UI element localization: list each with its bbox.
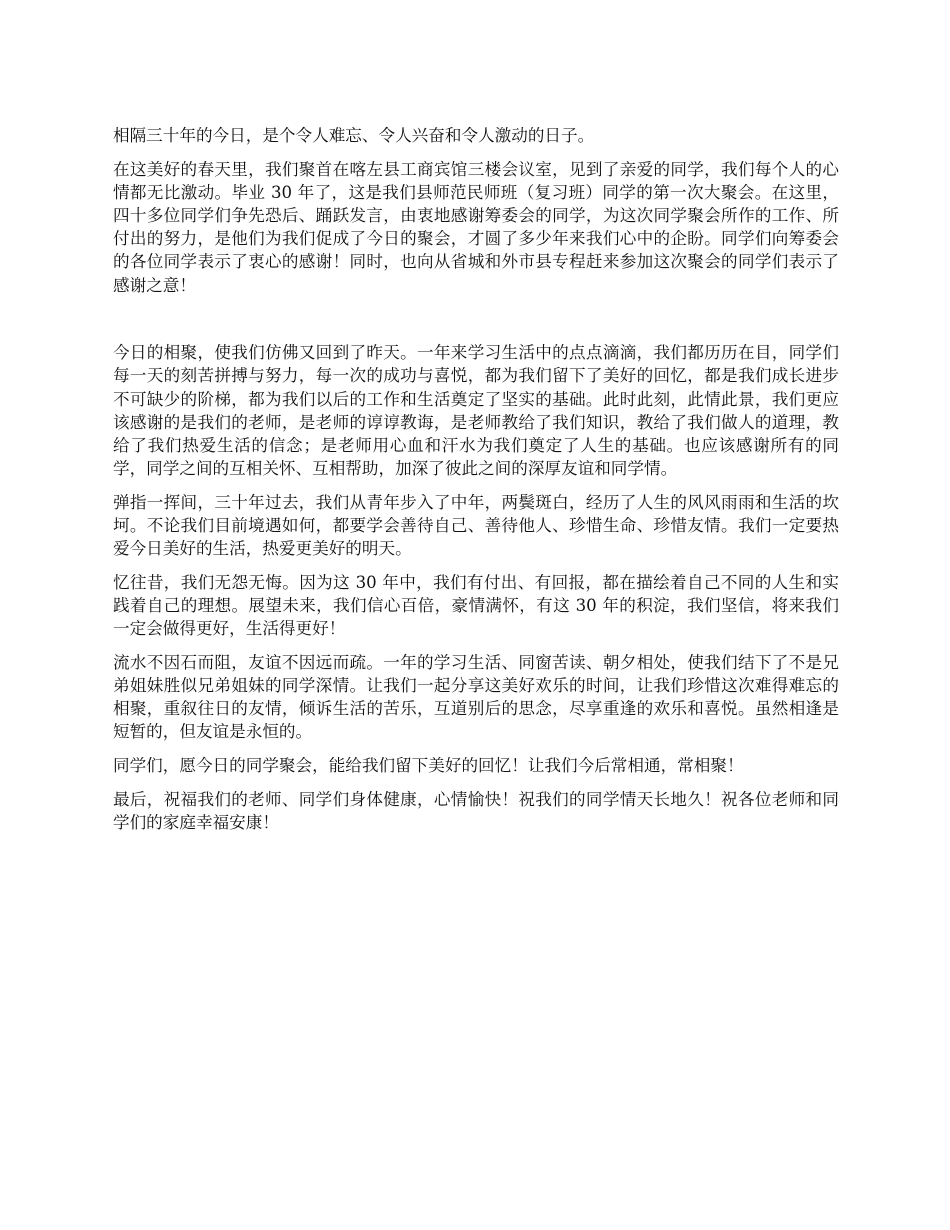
- paragraph-wish: 同学们，愿今日的同学聚会，能给我们留下美好的回忆！让我们今后常相通，常相聚！: [113, 756, 744, 776]
- paragraph-closing-blessing: 最后，祝福我们的老师、同学们身体健康，心情愉快！祝我们的同学情天长地久！祝各位老师和同学们的家庭幸福安康！: [113, 789, 839, 832]
- paragraph-no-regrets: 忆往昔，我们无怨无悔。因为这 30 年中，我们有付出、有回报，都在描绘着自己不同的人生和实践着自己的理想。展望未来，我们信心百倍，豪情满怀，有这 30 年的积淀，我们坚信，将来我们一定会做得更好，生活得更好！: [113, 572, 839, 639]
- paragraph-opening: 相隔三十年的今日，是个令人难忘、令人兴奋和令人激动的日子。: [113, 126, 595, 145]
- paragraph-memories: 今日的相聚，使我们仿佛又回到了昨天。一年来学习生活中的点点滴滴，我们都历历在目，同学们每一天的刻苦拼搏与努力，每一次的成功与喜悦，都为我们留下了美好的回忆，都是我们成长进步不可缺少的阶梯，都为我们以后的工作和生活奠定了坚实的基础。此时此刻，此情此景，我们更应该感谢的是我们的老师，是老师的谆谆教诲，是老师教给了我们知识，教给了我们做人的道理，教给了我们热爱生活的信念；是老师用心血和汗水为我们奠定了人生的基础。也应该感谢所有的同学，同学之间的互相关怀、互相帮助，加深了彼此之间的深厚友谊和同学情。: [113, 343, 839, 479]
- paragraph-spacer: [113, 307, 839, 341]
- document-body: [113, 124, 839, 844]
- paragraph-gathering: 在这美好的春天里，我们聚首在喀左县工商宾馆三楼会议室，见到了亲爱的同学，我们每个人的心情都无比激动。毕业 30 年了，这是我们县师范民师班（复习班）同学的第一次大聚会。在这里，四十多位同学们争先恐后、踊跃发言，由衷地感谢筹委会的同学，为这次同学聚会所作的工作、所付出的努力，是他们为我们促成了今日的聚会，才圆了多少年来我们心中的企盼。同学们向筹委会的各位同学表示了衷心的感谢！同时，也向从省城和外市县专程赶来参加这次聚会的同学们表示了感谢之意！: [113, 159, 839, 295]
- paragraph-thirty-years: 弹指一挥间，三十年过去，我们从青年步入了中年，两鬓斑白，经历了人生的风风雨雨和生活的坎坷。不论我们目前境遇如何，都要学会善待自己、善待他人、珍惜生命、珍惜友情。我们一定要热爱今日美好的生活，热爱更美好的明天。: [113, 492, 839, 559]
- paragraph-friendship: 流水不因石而阻，友谊不因远而疏。一年的学习生活、同窗苦读、朝夕相处，使我们结下了不是兄弟姐妹胜似兄弟姐妹的同学深情。让我们一起分享这美好欢乐的时间，让我们珍惜这次难得难忘的相聚，重叙往日的友情，倾诉生活的苦乐，互道别后的思念，尽享重逢的欢乐和喜悦。虽然相逢是短暂的，但友谊是永恒的。: [113, 652, 839, 742]
